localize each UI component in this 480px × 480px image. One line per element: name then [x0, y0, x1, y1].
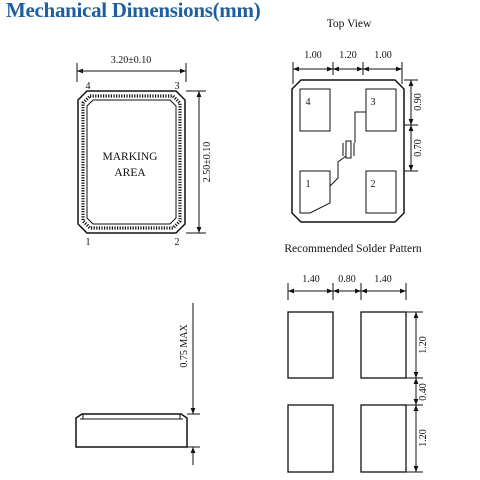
- solder-right-dim-2: 0.40: [418, 383, 429, 401]
- solder-dim-3: 1.40: [374, 274, 392, 285]
- solder-pattern-heading: Recommended Solder Pattern: [284, 243, 422, 255]
- top-pad-3: [366, 89, 396, 131]
- solder-right-dim-1: 1.20: [418, 336, 429, 354]
- pad-label-1: 1: [305, 179, 311, 190]
- front-corner-1: 1: [85, 237, 91, 248]
- pad-label-4: 4: [305, 97, 311, 108]
- front-corner-4: 4: [85, 81, 91, 92]
- solder-pad-top-left: [288, 312, 333, 378]
- front-corner-3: 3: [174, 81, 180, 92]
- front-width-label: 3.20±0.10: [110, 55, 152, 66]
- top-pad-2: [366, 171, 396, 213]
- solder-right-dim-3: 1.20: [418, 429, 429, 447]
- page-title: Mechanical Dimensions(mm): [6, 0, 261, 22]
- top-view: [292, 62, 418, 222]
- solder-pad-bottom-left: [288, 405, 333, 472]
- top-dim-2: 1.20: [339, 50, 357, 61]
- top-dim-3: 1.00: [374, 50, 392, 61]
- top-pad-1: [300, 171, 330, 213]
- top-pad-4: [300, 89, 330, 131]
- front-corner-2: 2: [174, 237, 180, 248]
- pad-label-2: 2: [370, 179, 376, 190]
- solder-dim-1: 1.40: [302, 274, 320, 285]
- front-view: [77, 63, 206, 233]
- marking-area-line2: AREA: [114, 167, 146, 179]
- top-right-dim-2: 0.70: [413, 139, 424, 157]
- solder-pattern: [288, 283, 423, 472]
- top-view-heading: Top View: [326, 18, 372, 30]
- solder-dim-2: 0.80: [338, 274, 356, 285]
- top-right-dim-1: 0.90: [413, 93, 424, 111]
- solder-pad-bottom-right: [361, 405, 406, 472]
- solder-pad-top-right: [361, 312, 406, 378]
- top-dim-1: 1.00: [304, 50, 322, 61]
- pad-label-3: 3: [370, 97, 376, 108]
- marking-area-line1: MARKING: [102, 151, 158, 163]
- front-height-label: 2.50±0.10: [202, 141, 213, 183]
- side-height-label: 0.75 MAX: [179, 324, 190, 368]
